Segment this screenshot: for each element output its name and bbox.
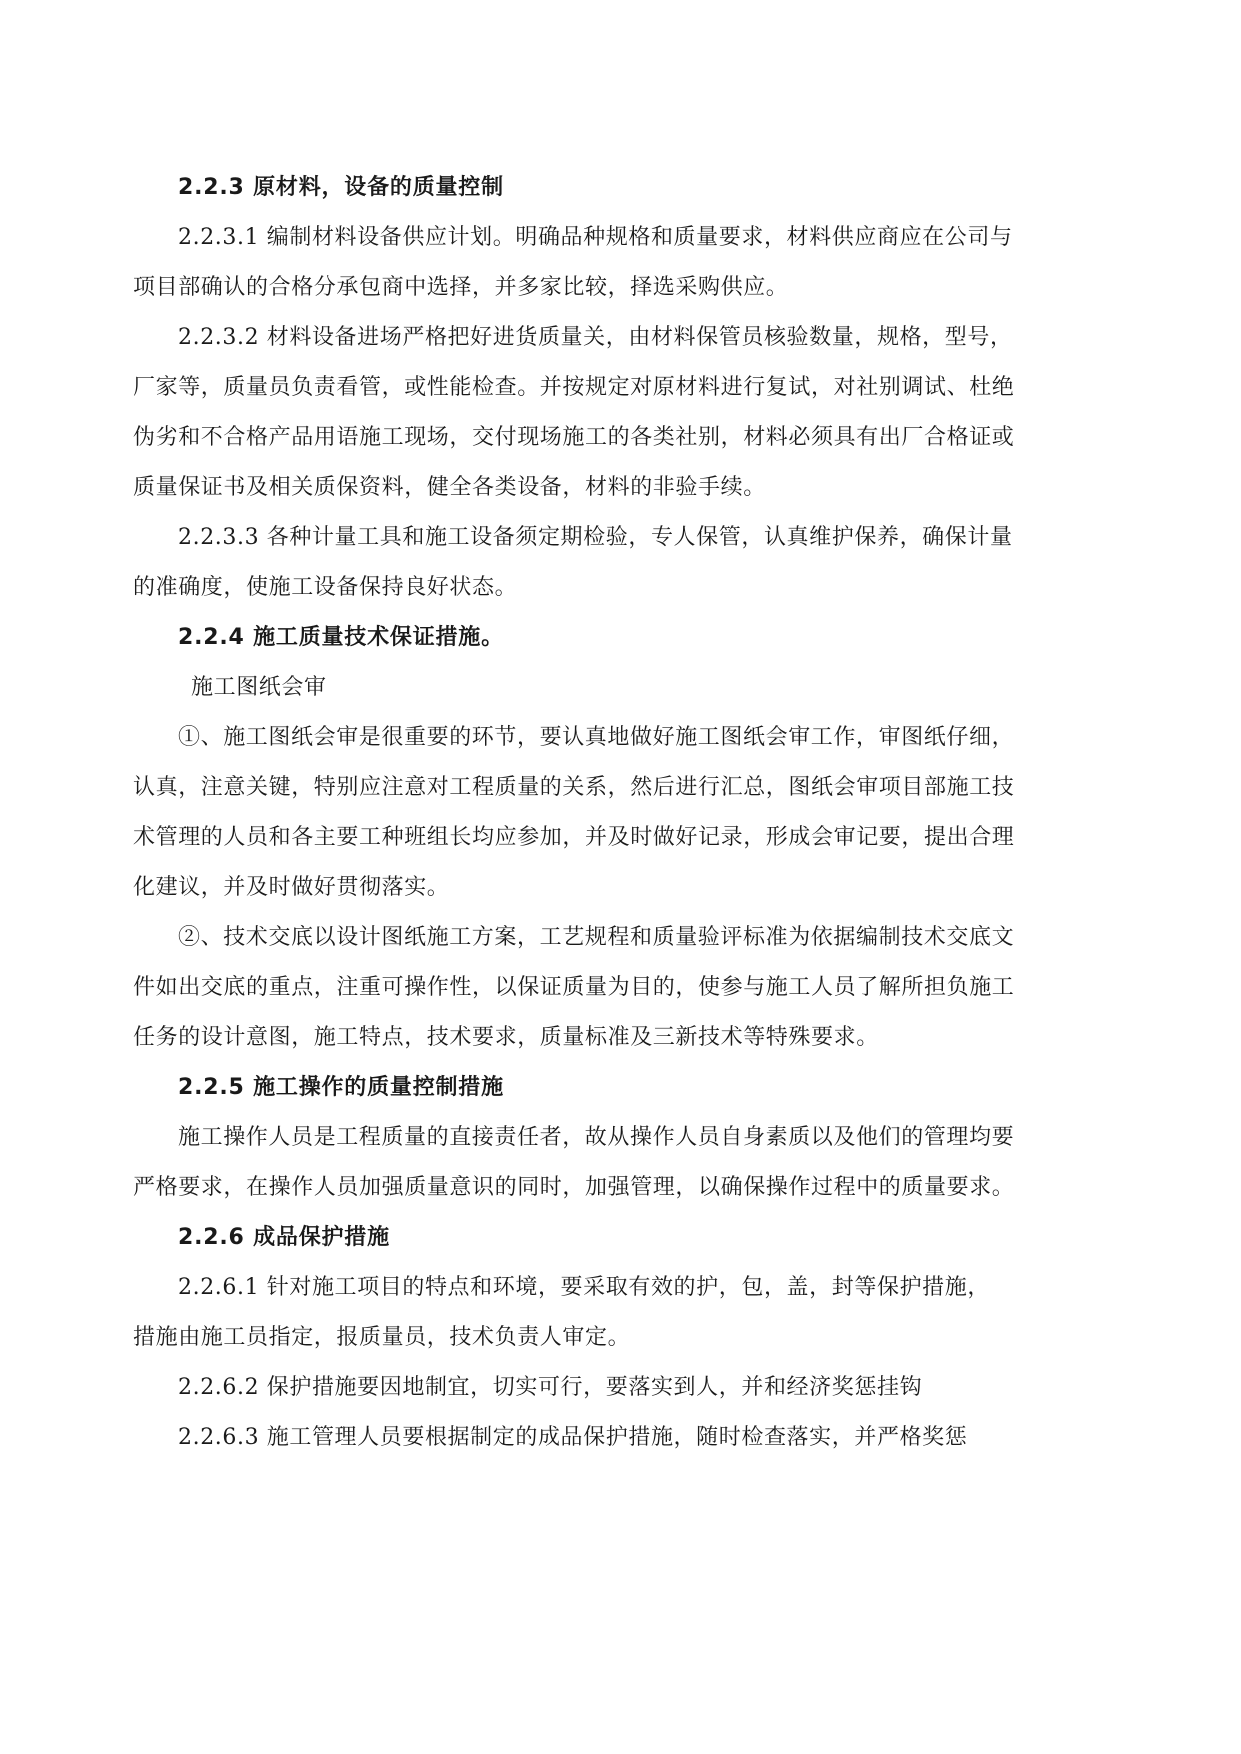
section-heading-2-2-4: [133, 613, 1113, 663]
paragraph-operation-control: [133, 1113, 1113, 1213]
paragraph-line: ②、技术交底以设计图纸施工方案，工艺规程和质量验评标准为依据编制技术交底文: [178, 925, 1015, 950]
paragraph-item-1: [133, 713, 1113, 913]
paragraph-line: 2.2.6.2 保护措施要因地制宜，切实可行，要落实到人，并和经济奖惩挂钩: [178, 1375, 923, 1400]
paragraph-line: 任务的设计意图，施工特点，技术要求，质量标准及三新技术等特殊要求。: [133, 1025, 879, 1050]
paragraph-line: 2.2.3.3 各种计量工具和施工设备须定期检验，专人保管，认真维护保养，确保计量: [178, 525, 1013, 550]
paragraph-line: 伪劣和不合格产品用语施工现场，交付现场施工的各类社别，材料必须具有出厂合格证或: [133, 425, 1015, 450]
paragraph-line: 2.2.3.2 材料设备进场严格把好进货质量关，由材料保管员核验数量，规格，型号，: [178, 325, 1013, 350]
paragraph-line: 项目部确认的合格分承包商中选择，并多家比较，择选采购供应。: [133, 275, 789, 300]
paragraph-line: 2.2.6.3 施工管理人员要根据制定的成品保护措施，随时检查落实，并严格奖惩: [178, 1425, 968, 1450]
heading-line: 2.2.3 原材料，设备的质量控制: [178, 175, 504, 200]
paragraph-line: 2.2.6.1 针对施工项目的特点和环境，要采取有效的护，包，盖，封等保护措施，: [178, 1275, 990, 1300]
heading-line: 2.2.5 施工操作的质量控制措施: [178, 1075, 504, 1100]
paragraph-line: 2.2.3.1 编制材料设备供应计划。明确品种规格和质量要求，材料供应商应在公司与: [178, 225, 1013, 250]
heading-line: 2.2.6 成品保护措施: [178, 1225, 390, 1250]
paragraph-line: 化建议，并及时做好贯彻落实。: [133, 875, 450, 900]
paragraph-line: 措施由施工员指定，报质量员，技术负责人审定。: [133, 1325, 631, 1350]
paragraph-line: 施工操作人员是工程质量的直接责任者，故从操作人员自身素质以及他们的管理均要: [178, 1125, 1015, 1150]
paragraph-line: 质量保证书及相关质保资料，健全各类设备，材料的非验手续。: [133, 475, 766, 500]
paragraph-line: 术管理的人员和各主要工种班组长均应参加，并及时做好记录，形成会审记要，提出合理: [133, 825, 1015, 850]
paragraph-line: 认真，注意关键，特别应注意对工程质量的关系，然后进行汇总，图纸会审项目部施工技: [133, 775, 1015, 800]
paragraph-2-2-6-1: [133, 1263, 1113, 1363]
paragraph-2-2-6-3: [133, 1413, 1113, 1463]
paragraph-line: 严格要求，在操作人员加强质量意识的同时，加强管理，以确保操作过程中的质量要求。: [133, 1175, 1015, 1200]
paragraph-2-2-3-1: [133, 213, 1113, 313]
paragraph-line: ①、施工图纸会审是很重要的环节，要认真地做好施工图纸会审工作，审图纸仔细，: [178, 725, 1015, 750]
document-body: [133, 163, 1113, 1463]
subheading-line: 施工图纸会审: [191, 675, 327, 700]
paragraph-item-2: [133, 913, 1113, 1063]
heading-line: 2.2.4 施工质量技术保证措施。: [178, 625, 504, 650]
paragraph-2-2-3-2: [133, 313, 1113, 513]
section-heading-2-2-5: [133, 1063, 1113, 1113]
paragraph-line: 厂家等，质量员负责看管，或性能检查。并按规定对原材料进行复试，对社别调试、杜绝: [133, 375, 1015, 400]
paragraph-2-2-3-3: [133, 513, 1113, 613]
section-heading-2-2-6: [133, 1213, 1113, 1263]
paragraph-line: 件如出交底的重点，注重可操作性，以保证质量为目的，使参与施工人员了解所担负施工: [133, 975, 1015, 1000]
subheading-drawing-review: [133, 663, 1113, 713]
paragraph-2-2-6-2: [133, 1363, 1113, 1413]
paragraph-line: 的准确度，使施工设备保持良好状态。: [133, 575, 518, 600]
section-heading-2-2-3: [133, 163, 1113, 213]
